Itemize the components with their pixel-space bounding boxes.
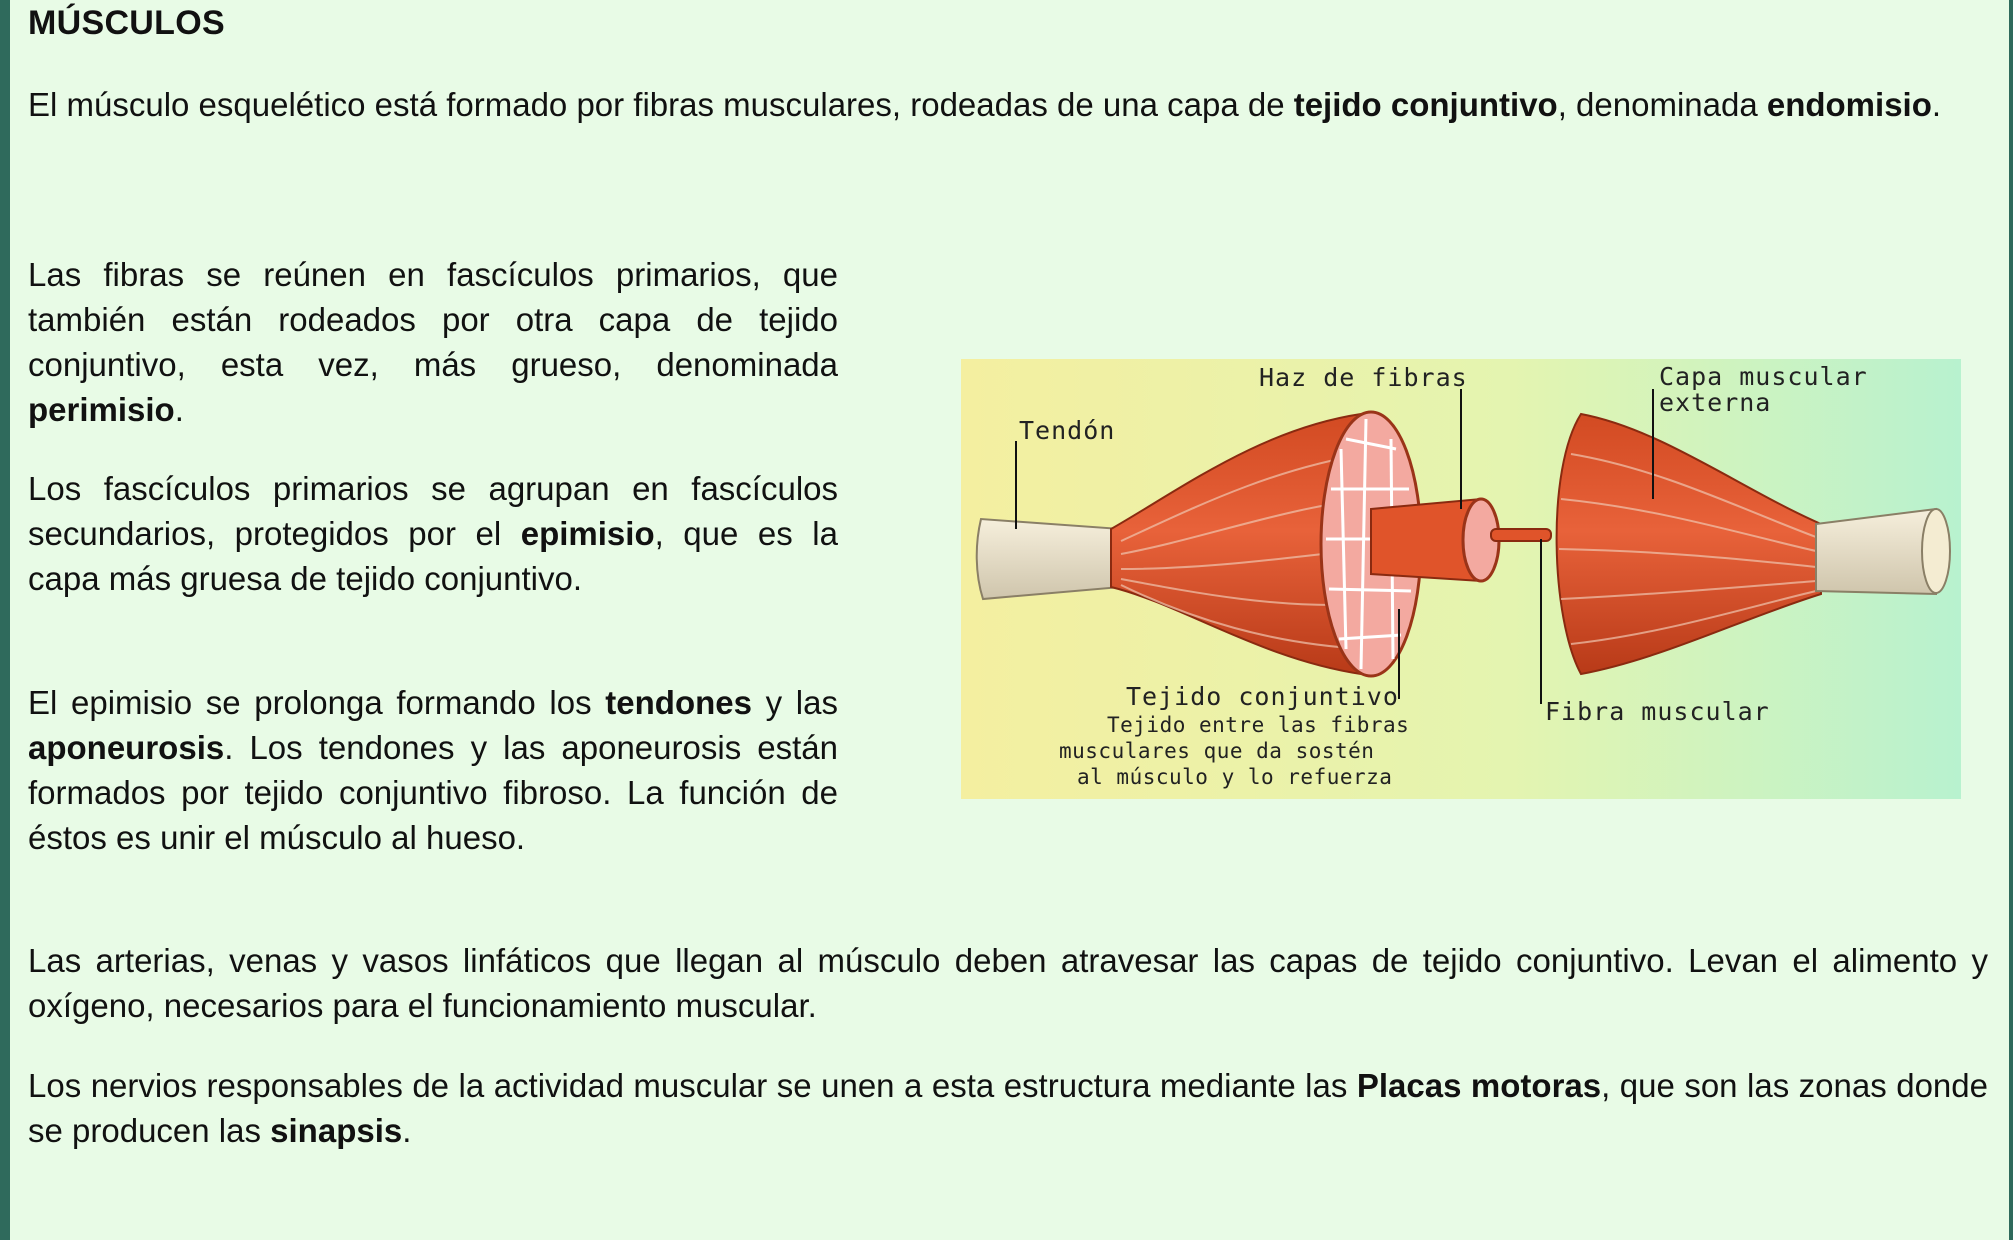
- label-fibra-muscular: Fibra muscular: [1545, 697, 1770, 726]
- tendones-bold-2: aponeurosis: [28, 729, 225, 766]
- muscle-diagram: [961, 359, 1961, 799]
- label-tejido-desc-2: musculares que da sostén: [1059, 739, 1375, 763]
- muscle-diagram-svg: [961, 359, 1961, 799]
- perimisio-paragraph: [28, 252, 838, 432]
- label-tendon: Tendón: [1019, 416, 1116, 445]
- nerves-bold-2: sinapsis: [270, 1112, 403, 1149]
- tendones-bold-1: tendones: [605, 684, 752, 721]
- intro-text-2: , denominada: [1557, 86, 1767, 123]
- label-tejido-conjuntivo: Tejido conjuntivo: [1126, 682, 1399, 711]
- nerves-bold-1: Placas motoras: [1356, 1067, 1602, 1104]
- nerves-text-3: .: [402, 1112, 412, 1149]
- label-capa-muscular: Capa muscular: [1659, 362, 1868, 391]
- label-capa-externa: externa: [1659, 388, 1772, 417]
- tendones-paragraph: [28, 680, 838, 860]
- epimisio-text-2: , que es la capa más gruesa de tejido conjuntivo.: [28, 515, 838, 597]
- tendones-text-2: y las: [751, 684, 838, 721]
- intro-bold-1: tejido conjuntivo: [1293, 86, 1558, 123]
- nerves-paragraph: [28, 1063, 1988, 1153]
- perimisio-text-2: .: [174, 391, 184, 428]
- arteries-paragraph: Las arterias, venas y vasos linfáticos que llegan al músculo deben atravesar las capas de tejido conjuntivo. Levan el alimento y oxígeno, necesarios para el funcionamiento muscular.: [28, 942, 1988, 1024]
- intro-paragraph: [28, 82, 1988, 127]
- tendones-text-3: . Los tendones y las aponeurosis están formados por tejido conjuntivo fibroso. La función de éstos es unir el músculo al hueso.: [28, 729, 838, 856]
- right-tendon-end: [1922, 509, 1950, 593]
- epimisio-text-1: Los fascículos primarios se agrupan en fascículos secundarios, protegidos por el: [28, 470, 838, 552]
- perimisio-text-1: Las fibras se reúnen en fascículos primarios, que también están rodeados por otra capa de tejido conjuntivo, esta vez, más grueso, denominada: [28, 256, 838, 383]
- tendones-text-1: El epimisio se prolonga formando los: [28, 684, 606, 721]
- intro-bold-2: endomisio: [1766, 86, 1932, 123]
- label-tejido-desc-1: Tejido entre las fibras: [1107, 713, 1410, 737]
- label-haz-de-fibras: Haz de fibras: [1259, 363, 1468, 392]
- page-title: MÚSCULOS: [28, 4, 225, 42]
- label-tejido-desc-3: al músculo y lo refuerza: [1077, 765, 1393, 789]
- left-tendon: [977, 519, 1121, 599]
- nerves-text-2: , que son las zonas donde se producen las: [28, 1067, 1988, 1149]
- nerves-text-1: Los nervios responsables de la actividad muscular se unen a esta estructura mediante las: [28, 1067, 1357, 1104]
- epimisio-paragraph: [28, 466, 838, 601]
- right-tendon: [1816, 509, 1936, 594]
- epimisio-bold: epimisio: [520, 515, 655, 552]
- perimisio-bold: perimisio: [28, 391, 175, 428]
- intro-text-1: El músculo esquelético está formado por fibras musculares, rodeadas de una capa de: [28, 86, 1294, 123]
- intro-text-3: .: [1931, 86, 1942, 123]
